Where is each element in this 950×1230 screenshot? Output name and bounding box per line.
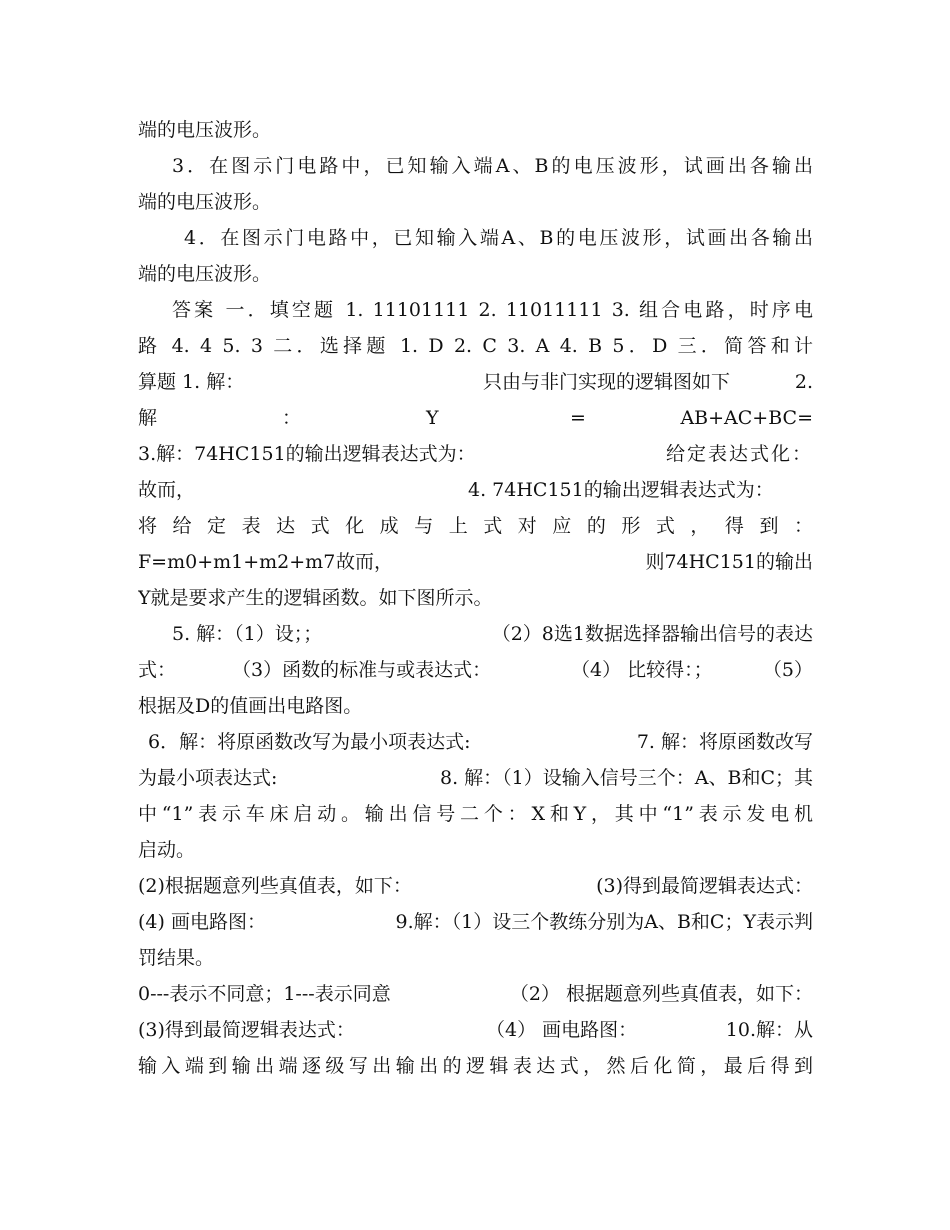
text-segment: F=m0+m1+m2+m7 [138, 551, 336, 573]
text-segment: 为最小项表达式: [138, 767, 278, 789]
text-segment: 解 [138, 407, 158, 429]
text-line [172, 622, 813, 646]
text-segment: Y [426, 407, 439, 429]
text-line: 罚结果。 [138, 947, 215, 969]
text-line [138, 766, 813, 790]
text-line: 端的电压波形。 [138, 191, 272, 213]
text-line: 中“1”表示车床启动。输出信号二个：X和Y，其中“1”表示发电机 [138, 803, 813, 825]
text-segment: 4. 74HC151的输出逻辑表达式为： [468, 479, 774, 501]
text-line [138, 1018, 813, 1042]
text-segment: （2）8选1数据选择器输出信号的表达 [491, 623, 813, 645]
text-segment: AB+AC+BC= [680, 407, 813, 429]
text-line [138, 982, 813, 1006]
text-segment: 9.解：（1）设三个教练分别为A、B和C；Y表示判 [395, 911, 813, 933]
text-line [138, 910, 813, 934]
text-segment: (3)得到最简逻辑表达式： [138, 1019, 355, 1041]
text-segment: 故而， [138, 479, 196, 501]
text-segment: 10.解：从 [725, 1019, 813, 1041]
text-line: 4．在图示门电路中，已知输入端A、B的电压波形，试画出各输出 [184, 227, 813, 249]
text-segment: （4） 比较得：； [571, 659, 713, 681]
text-line: 输入端到输出端逐级写出输出的逻辑表达式，然后化简，最后得到 [138, 1055, 813, 1077]
text-segment: 5. 解：（1）设；； [172, 623, 323, 645]
text-line: 端的电压波形。 [138, 263, 272, 285]
text-line [138, 550, 813, 574]
text-line [138, 478, 813, 502]
text-segment: 6．解：将原函数改写为最小项表达式: [148, 731, 471, 753]
text-segment: （5） [762, 659, 813, 681]
text-line [138, 874, 813, 898]
text-segment: 3.解：74HC151的输出逻辑表达式为： [138, 443, 476, 465]
text-segment: (3)得到最简逻辑表达式： [596, 875, 813, 897]
text-line [148, 730, 813, 754]
text-line [138, 370, 813, 394]
text-line: 端的电压波形。 [138, 119, 272, 141]
text-segment: 2. [794, 371, 813, 393]
text-segment: = [570, 407, 586, 429]
text-line: Y就是要求产生的逻辑函数。如下图所示。 [138, 587, 493, 609]
text-segment: 8. 解：（1）设输入信号三个：A、B和C；其 [440, 767, 813, 789]
text-line: 答案 一．填空题 1. 11101111 2. 11011111 3. 组合电路，时序电 [172, 299, 813, 321]
text-line [138, 406, 813, 430]
text-segment: （2） 根据题意列些真值表，如下： [509, 983, 813, 1005]
text-segment: 0---表示不同意；1---表示同意 [138, 983, 391, 1005]
text-segment: 式： [138, 659, 177, 681]
text-segment: (2)根据题意列些真值表，如下： [138, 875, 412, 897]
text-line [138, 442, 813, 466]
text-segment: 故而， [336, 551, 394, 573]
text-line: 启动。 [138, 839, 196, 861]
text-segment: （3）函数的标准与或表达式： [232, 659, 492, 681]
text-line: 3．在图示门电路中，已知输入端A、B的电压波形，试画出各输出 [172, 155, 813, 177]
text-segment: 只由与非门实现的逻辑图如下 [483, 371, 731, 393]
text-segment: 给定表达式化： [665, 443, 813, 465]
text-line: 将给定表达式化成与上式对应的形式，得到： [138, 515, 813, 537]
text-segment: (4) 画电路图： [138, 911, 266, 933]
text-line: 根据及D的值画出电路图。 [138, 695, 363, 717]
text-segment: 7. 解：将原函数改写 [636, 731, 813, 753]
text-line [138, 658, 813, 682]
text-line: 路 4. 4 5. 3 二．选择题 1. D 2. C 3. A 4. B 5．D 三．简答和计 [138, 335, 813, 357]
text-segment: 算题 1. 解： [138, 371, 245, 393]
text-segment: （4） 画电路图： [486, 1019, 638, 1041]
text-segment: ： [282, 407, 302, 429]
text-segment: 则74HC151的输出 [645, 551, 813, 573]
